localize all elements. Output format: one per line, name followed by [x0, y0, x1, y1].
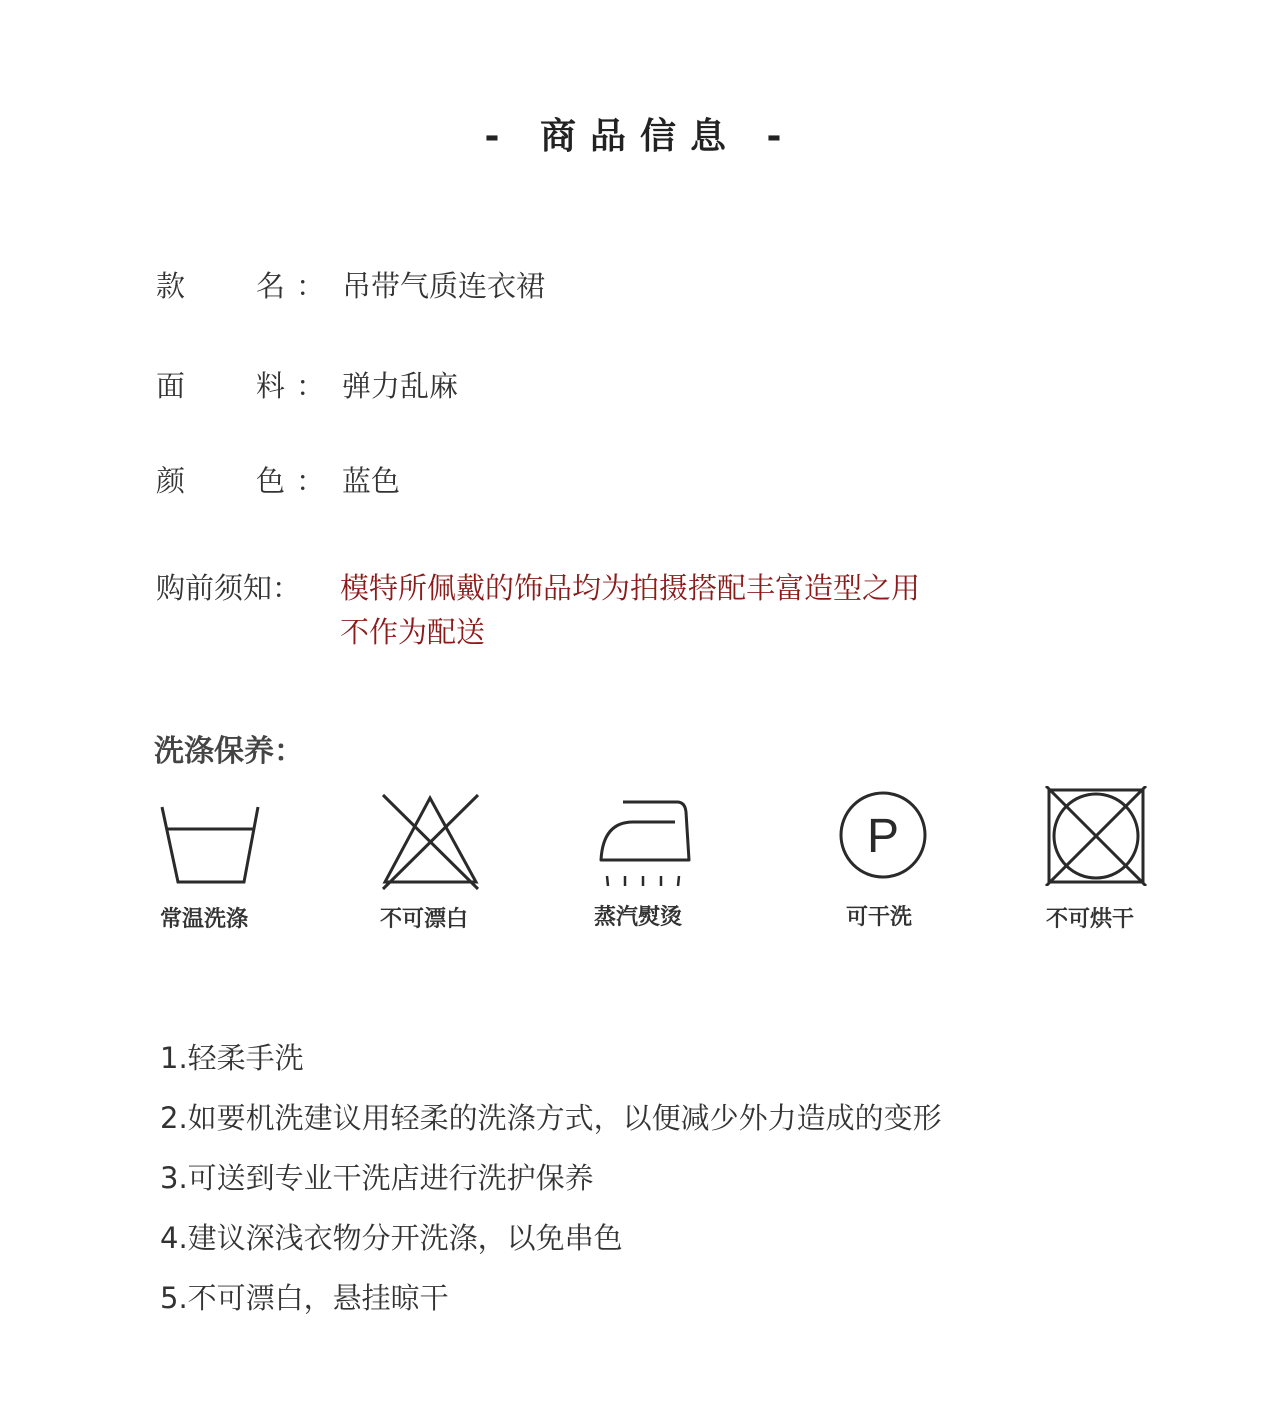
notice-label: 购前须知：: [156, 571, 302, 605]
instruction-item: 3.可送到专业干洗店进行洗护保养: [160, 1161, 594, 1195]
notice-line: 模特所佩戴的饰品均为拍摄搭配丰富造型之用: [340, 571, 921, 605]
instruction-item: 1.轻柔手洗: [160, 1041, 304, 1075]
instruction-item: 5.不可漂白，悬挂晾干: [160, 1281, 449, 1315]
care-label: 蒸汽熨烫: [594, 905, 683, 930]
instruction-item: 4.建议深浅衣物分开洗涤，以免串色: [160, 1221, 623, 1255]
care-label: 不可漂白: [380, 907, 469, 932]
no-tumble-dry-icon: [1044, 786, 1148, 886]
info-label: 色: [256, 464, 286, 498]
care-label: 可干洗: [846, 905, 913, 930]
care-label: 常温洗涤: [160, 907, 249, 932]
info-label: 面: [156, 369, 186, 403]
no-bleach-icon: [380, 792, 482, 892]
info-colon: ：: [296, 269, 326, 303]
info-colon: ：: [296, 369, 326, 403]
dry-clean-letter: P: [866, 810, 900, 863]
color-value: 蓝色: [342, 464, 401, 498]
info-label: 料: [256, 369, 286, 403]
info-label: 名: [256, 269, 286, 303]
dry-clean-p-icon: [838, 790, 928, 880]
page-title: - 商品信息 -: [484, 116, 796, 157]
product-name-value: 吊带气质连衣裙: [342, 269, 546, 303]
info-label: 款: [156, 269, 186, 303]
wash-basin-icon: [158, 804, 262, 886]
notice-text: [340, 566, 1040, 654]
care-label: 不可烘干: [1046, 907, 1135, 932]
steam-iron-icon: [597, 798, 693, 890]
instruction-item: 2.如要机洗建议用轻柔的洗涤方式，以便减少外力造成的变形: [160, 1101, 942, 1135]
info-colon: ：: [296, 464, 326, 498]
care-instructions: [160, 1028, 942, 1328]
care-heading: 洗涤保养：: [154, 734, 304, 769]
notice-line: 不作为配送: [340, 615, 486, 649]
fabric-value: 弹力乱麻: [342, 369, 459, 403]
info-label: 颜: [156, 464, 186, 498]
